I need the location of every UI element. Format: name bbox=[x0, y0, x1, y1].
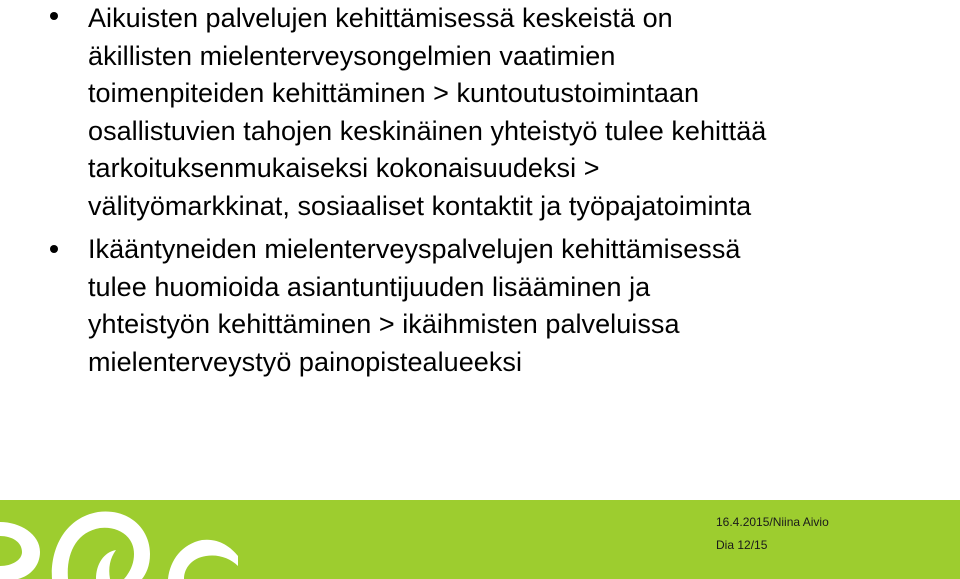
text-line: mielenterveystyö painopistealueeksi bbox=[88, 346, 522, 377]
brand-logo-icon bbox=[0, 500, 240, 579]
text-line: tarkoituksenmukaiseksi kokonaisuudeksi > bbox=[88, 153, 600, 183]
footer-date-author: 16.4.2015/Niina Aivio bbox=[716, 515, 829, 529]
text-line: toimenpiteiden kehittäminen > kuntoutustoimintaan bbox=[88, 78, 700, 108]
footer-band bbox=[0, 500, 960, 579]
text-line: välityömarkkinat, sosiaaliset kontaktit ja työpajatoiminta bbox=[88, 190, 752, 221]
text-line: tulee huomioida asiantuntijuuden lisääminen ja bbox=[88, 271, 651, 302]
bullet-dot bbox=[50, 245, 58, 253]
bullet-text bbox=[88, 0, 766, 225]
text-line: Ikääntyneiden mielenterveyspalvelujen kehittämisessä bbox=[88, 234, 741, 264]
text-line: yhteistyön kehittäminen > ikäihmisten palveluissa bbox=[88, 309, 680, 339]
text-line: osallistuvien tahojen keskinäinen yhteistyö tulee kehittää bbox=[88, 115, 767, 146]
text-line: äkillisten mielenterveysongelmien vaatimien bbox=[88, 40, 616, 71]
bullet-dot bbox=[50, 12, 58, 20]
text-line: Aikuisten palvelujen kehittämisessä keskeistä on bbox=[88, 3, 673, 33]
bullet-text bbox=[88, 231, 740, 381]
footer-page-number: Dia 12/15 bbox=[716, 538, 768, 552]
